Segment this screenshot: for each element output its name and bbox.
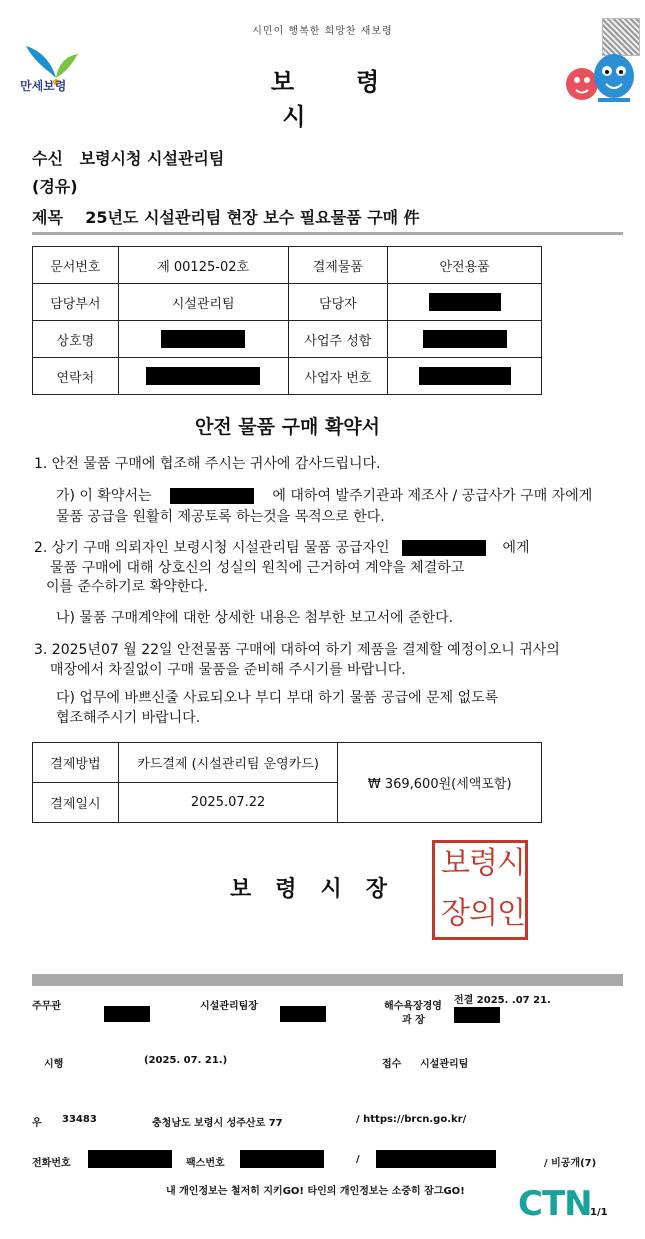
- document-info-table: [32, 246, 542, 395]
- paragraph-1a: [56, 487, 592, 506]
- redaction: [454, 1007, 500, 1023]
- redaction: [161, 330, 245, 348]
- receipt-value: 시설관리팀: [420, 1059, 469, 1070]
- company-label: 상호명: [33, 321, 119, 358]
- redaction: [240, 1150, 324, 1168]
- date-value: 2025.07.22: [118, 783, 338, 823]
- method-value: 카드결제 (시설관리팀 운영카드): [118, 743, 338, 783]
- paragraph-2-line3: 이를 준수하기로 확약한다.: [46, 579, 209, 595]
- redaction: [146, 367, 260, 385]
- dept-label: 담당부서: [33, 284, 119, 321]
- recipient-line: [32, 146, 224, 169]
- via-line: (경유): [32, 177, 78, 196]
- date-label: 결제일시: [33, 783, 119, 823]
- seal-char: 보: [441, 846, 470, 881]
- paragraph-1: 1. 안전 물품 구매에 협조해 주시는 귀사에 감사드립니다.: [34, 456, 381, 472]
- enforce-label: 시행: [44, 1059, 64, 1070]
- redaction: [419, 367, 511, 385]
- officer-label: 주무관: [32, 1001, 61, 1012]
- director-label-2: 과 장: [402, 1015, 425, 1026]
- subject-value: 25년도 시설관리팀 현장 보수 필요물품 구매 件: [85, 208, 420, 227]
- footer-bar: [32, 974, 623, 986]
- redaction: [170, 488, 254, 504]
- bizno-value: [388, 358, 542, 395]
- contact-label: 연락처: [33, 358, 119, 395]
- redaction: [280, 1006, 326, 1022]
- manager-label: 담당자: [288, 284, 388, 321]
- paragraph-3a-line2: 협조해주시기 바랍니다.: [56, 710, 201, 726]
- seal-char: 시: [497, 846, 526, 881]
- redaction: [402, 540, 486, 556]
- company-value: [118, 321, 288, 358]
- bizno-label: 사업자 번호: [288, 358, 388, 395]
- redaction: [104, 1006, 150, 1022]
- dept-value: 시설관리팀: [118, 284, 288, 321]
- manager-value: [388, 284, 542, 321]
- redaction: [376, 1150, 496, 1168]
- disclosure: / 비공개(7): [544, 1158, 597, 1169]
- page-number: 1/1: [590, 1207, 608, 1218]
- mascot-icon: [560, 38, 640, 110]
- director-label: 해수욕장경영: [384, 1001, 442, 1012]
- zip-value: 33483: [62, 1114, 97, 1125]
- item-label: 결제물품: [288, 247, 388, 284]
- seal-char: 인: [497, 896, 526, 931]
- paragraph-2-pre: 2. 상기 구매 의뢰자인 보령시청 시설관리팀 물품 공급자인: [34, 540, 390, 556]
- approval-date: 전결 2025. .07 21.: [454, 995, 551, 1006]
- official-seal: [432, 840, 528, 940]
- privacy-notice: 내 개인정보는 철저히 지키GO! 타인의 개인정보는 소중히 잠그GO!: [166, 1186, 465, 1197]
- doc-no-label: 문서번호: [33, 247, 119, 284]
- owner-value: [388, 321, 542, 358]
- amount-value: ₩ 369,600원(세액포함): [338, 743, 542, 823]
- redaction: [88, 1150, 172, 1168]
- seal-char: 의: [469, 896, 498, 931]
- paragraph-1a-post: 에 대하여 발주기관과 제조사 / 공급사가 구매 자에게: [272, 488, 593, 504]
- recipient-value: 보령시청 시설관리팀: [79, 149, 225, 168]
- team-leader-label: 시설관리팀장: [200, 1001, 258, 1012]
- phone-label: 전화번호: [32, 1158, 71, 1169]
- method-label: 결제방법: [33, 743, 119, 783]
- recipient-label: 수신: [32, 149, 63, 168]
- paragraph-3a: 다) 업무에 바쁘신줄 사료되오나 부디 부대 하기 물품 공급에 문제 없도록: [56, 690, 499, 706]
- contact-value: [118, 358, 288, 395]
- paragraph-2: [34, 539, 530, 558]
- fax-label: 팩스번호: [186, 1158, 225, 1169]
- payment-table: [32, 742, 542, 823]
- enforce-date: (2025. 07. 21.): [144, 1055, 228, 1066]
- redaction: [423, 330, 507, 348]
- doc-no-value: 제 00125-02호: [118, 247, 288, 284]
- agreement-title: 안전 물품 구매 확약서: [194, 416, 381, 438]
- subject-label: 제목: [32, 208, 63, 227]
- slash: /: [356, 1154, 360, 1165]
- city-logo: [18, 40, 90, 100]
- divider: [32, 232, 623, 235]
- logo-text: 만세보령: [20, 79, 67, 93]
- item-value: 안전용품: [388, 247, 542, 284]
- city-title: 보령시: [270, 68, 442, 131]
- zip-label: 우: [32, 1118, 42, 1129]
- owner-label: 사업주 성함: [288, 321, 388, 358]
- paragraph-2-post: 에게: [502, 540, 530, 556]
- paragraph-3-line2: 매장에서 차질없이 구매 물품을 준비해 주시기를 바랍니다.: [50, 662, 406, 678]
- seal-char: 령: [469, 846, 498, 881]
- ctn-logo: CTN: [518, 1184, 592, 1224]
- paragraph-2a: 나) 물품 구매계약에 대한 상세한 내용은 첨부한 보고서에 준한다.: [56, 610, 454, 626]
- receipt-label: 접수: [382, 1059, 402, 1070]
- paragraph-1a-pre: 가) 이 확약서는: [56, 488, 152, 504]
- website-link[interactable]: / https://brcn.go.kr/: [356, 1114, 467, 1125]
- paragraph-2-line2: 물품 구매에 대해 상호신의 성실의 원칙에 근거하여 계약을 체결하고: [50, 560, 465, 576]
- paragraph-1a-line2: 물품 공급을 원활히 제공토록 하는것을 목적으로 한다.: [56, 509, 385, 525]
- mayor-signature: 보 령 시 장: [230, 877, 389, 902]
- subject-line: [32, 205, 420, 228]
- paragraph-3: 3. 2025년07 월 22일 안전물품 구매에 대하여 하기 제품을 결제할 예정이오니 귀사의: [34, 642, 560, 658]
- slogan: 시민이 행복한 희망찬 새보령: [252, 26, 393, 37]
- redaction: [429, 293, 501, 311]
- seal-char: 장: [441, 896, 470, 931]
- address: 충청남도 보령시 성주산로 77: [152, 1118, 283, 1129]
